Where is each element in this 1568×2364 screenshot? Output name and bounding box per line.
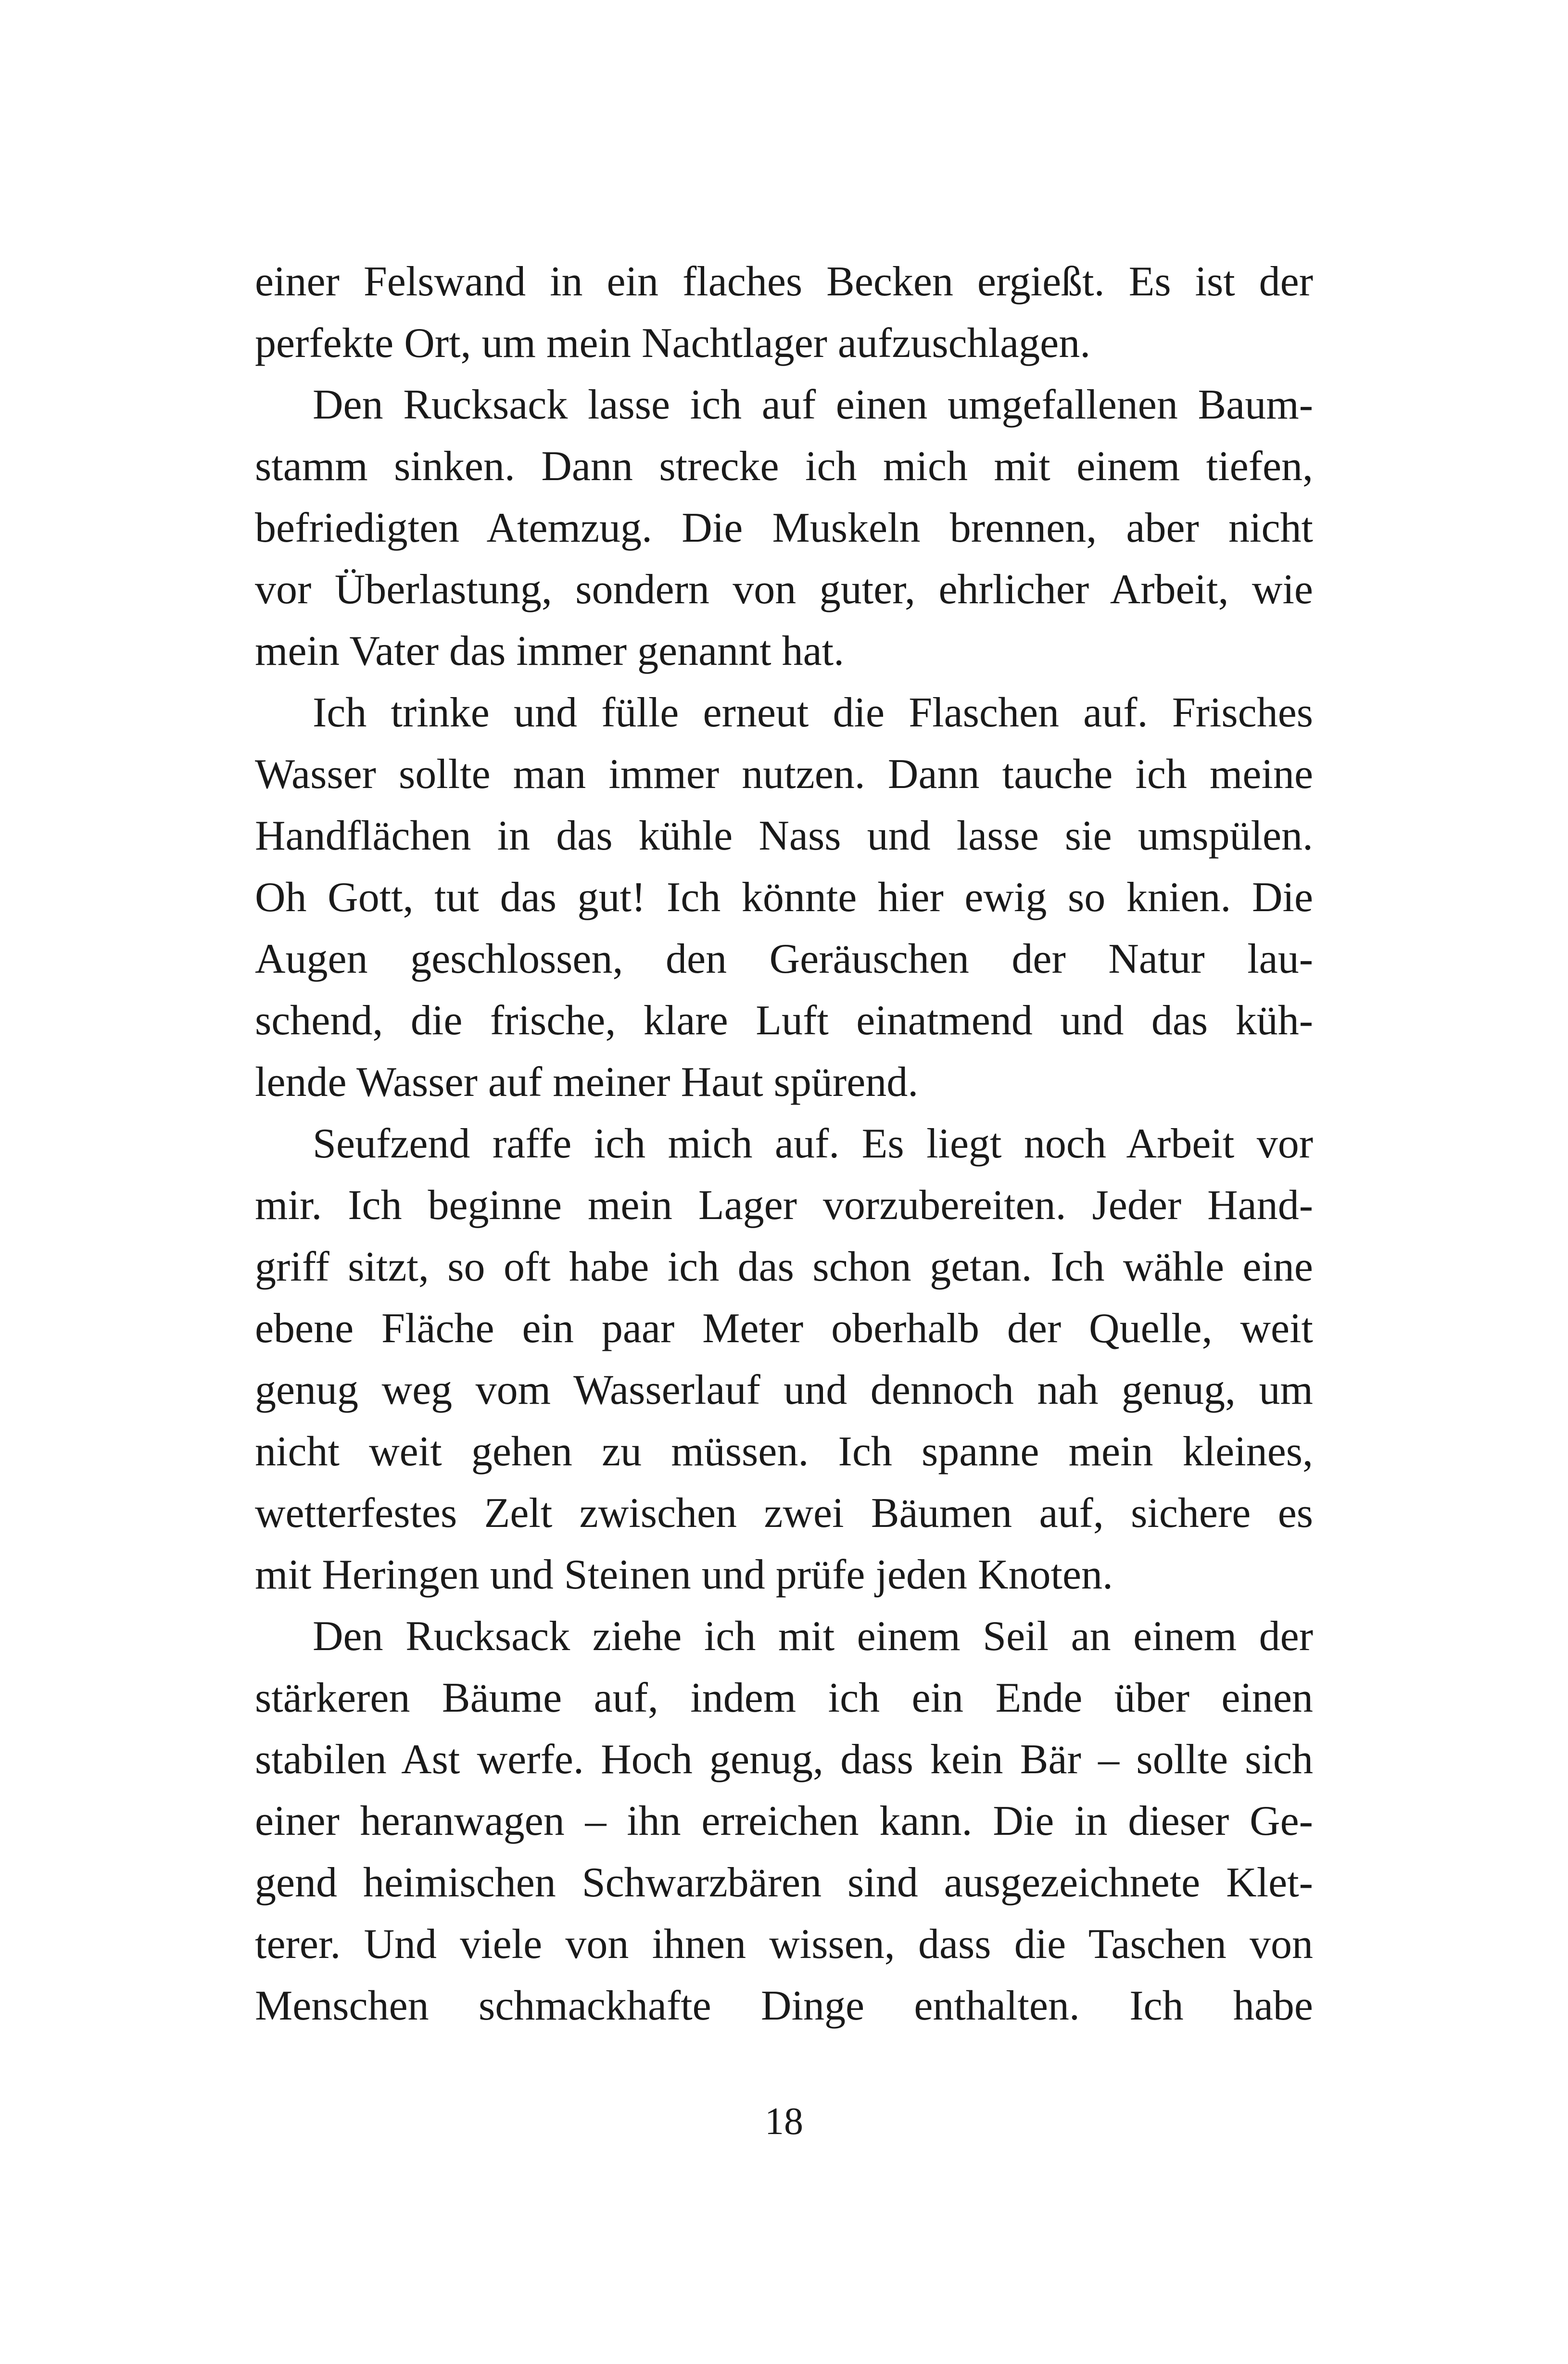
text-line: terer. Und viele von ihnen wissen, dass die Taschen von <box>255 1921 1313 1968</box>
text-line: Augen geschlossen, den Geräuschen der Natur lau- <box>255 936 1313 982</box>
text-line: vor Überlastung, sondern von guter, ehrlicher Arbeit, wie <box>255 566 1313 613</box>
text-line: Seufzend raffe ich mich auf. Es liegt noch Arbeit vor <box>313 1120 1313 1167</box>
text-line: perfekte Ort, um mein Nachtlager aufzuschlagen. <box>255 320 1091 367</box>
text-line: stärkeren Bäume auf, indem ich ein Ende über einen <box>255 1675 1313 1721</box>
text-line: ebene Fläche ein paar Meter oberhalb der Quelle, weit <box>255 1305 1313 1352</box>
body-text <box>255 251 1313 2037</box>
text-line: griff sitzt, so oft habe ich das schon getan. Ich wähle eine <box>255 1244 1313 1290</box>
text-line: Den Rucksack ziehe ich mit einem Seil an einem der <box>313 1613 1313 1660</box>
text-line: schend, die frische, klare Luft einatmend und das küh- <box>255 997 1313 1044</box>
text-line: einer heranwagen – ihn erreichen kann. Die in dieser Ge- <box>255 1798 1313 1844</box>
text-line: mir. Ich beginne mein Lager vorzubereiten. Jeder Hand- <box>255 1182 1313 1229</box>
text-line: stabilen Ast werfe. Hoch genug, dass kein Bär – sollte sich <box>255 1736 1313 1783</box>
page-number: 18 <box>765 2100 803 2143</box>
text-line: einer Felswand in ein flaches Becken ergießt. Es ist der <box>255 258 1313 305</box>
text-line: genug weg vom Wasserlauf und dennoch nah genug, um <box>255 1367 1313 1413</box>
text-line: befriedigten Atemzug. Die Muskeln brennen, aber nicht <box>255 505 1313 551</box>
text-line: Handflächen in das kühle Nass und lasse sie umspülen. <box>255 813 1313 859</box>
text-line: mit Heringen und Steinen und prüfe jeden Knoten. <box>255 1551 1113 1598</box>
text-line: stamm sinken. Dann strecke ich mich mit einem tiefen, <box>255 443 1313 490</box>
text-line: Wasser sollte man immer nutzen. Dann tauche ich meine <box>255 751 1313 798</box>
text-line: wetterfestes Zelt zwischen zwei Bäumen auf, sichere es <box>255 1490 1313 1537</box>
text-line: lende Wasser auf meiner Haut spürend. <box>255 1059 919 1106</box>
text-line: Ich trinke und fülle erneut die Flaschen auf. Frisches <box>313 689 1313 736</box>
text-line: Menschen schmackhafte Dinge enthalten. Ich habe <box>255 1983 1313 2029</box>
text-line: Den Rucksack lasse ich auf einen umgefallenen Baum- <box>313 381 1313 428</box>
text-line: gend heimischen Schwarzbären sind ausgezeichnete Klet- <box>255 1859 1313 1906</box>
text-line: nicht weit gehen zu müssen. Ich spanne mein kleines, <box>255 1428 1313 1475</box>
text-line: Oh Gott, tut das gut! Ich könnte hier ewig so knien. Die <box>255 874 1313 921</box>
text-line: mein Vater das immer genannt hat. <box>255 628 845 674</box>
